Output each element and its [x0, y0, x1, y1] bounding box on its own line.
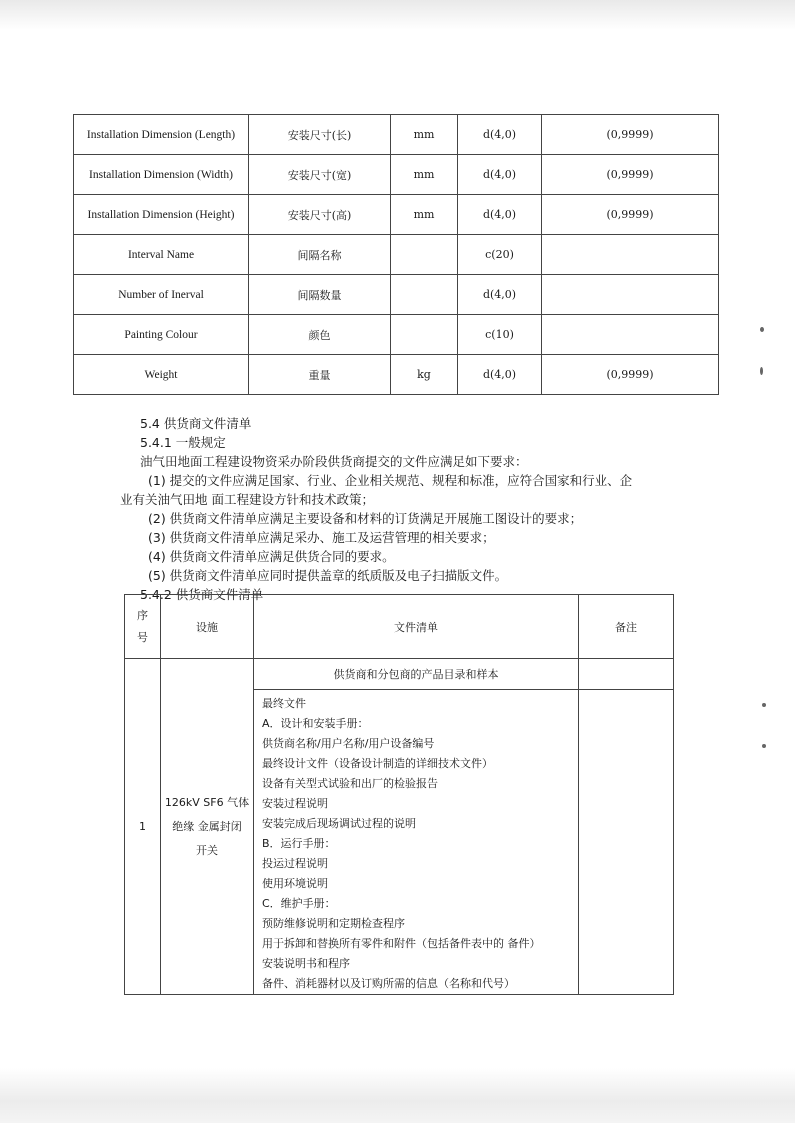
table-row [125, 659, 674, 690]
spec-table-body [74, 115, 719, 395]
spec-data-type: d(4,0) [458, 115, 542, 155]
spec-range: (0,9999) [542, 355, 719, 395]
spec-name-cn: 安装尺寸(宽) [249, 155, 391, 195]
table-row [74, 275, 719, 315]
requirement-item-1-continued: 业有关油气田地 面工程建设方针和技术政策； [120, 492, 374, 507]
table-row [74, 235, 719, 275]
table-row [74, 115, 719, 155]
list-item: 供货商名称/用户名称/用户设备编号 [262, 737, 435, 750]
spec-data-type: d(4,0) [458, 195, 542, 235]
header-document-list: 文件清单 [254, 595, 579, 659]
spec-name-cn: 重量 [249, 355, 391, 395]
row-remark [579, 690, 674, 995]
section-heading: 5.4 供货商文件清单 [140, 416, 252, 431]
spec-unit: mm [391, 195, 458, 235]
spec-name-cn: 安装尺寸(长) [249, 115, 391, 155]
scan-speck [760, 327, 764, 332]
spec-table [73, 114, 719, 395]
spec-data-type: c(20) [458, 235, 542, 275]
section-intro: 油气田地面工程建设物资采办阶段供货商提交的文件应满足如下要求： [140, 454, 528, 469]
spec-data-type: d(4,0) [458, 355, 542, 395]
spec-name-en: Weight [74, 355, 249, 395]
spec-name-en: Interval Name [74, 235, 249, 275]
scan-speck [760, 367, 763, 375]
requirement-item-5: (5) 供货商文件清单应同时提供盖章的纸质版及电子扫描版文件。 [148, 568, 508, 583]
spec-unit [391, 235, 458, 275]
table-row [74, 315, 719, 355]
header-facility: 设施 [161, 595, 254, 659]
spec-name-cn: 颜色 [249, 315, 391, 355]
list-item: 安装说明书和程序 [262, 957, 350, 970]
table-row [74, 195, 719, 235]
row-facility: 126kV SF6 气体 绝缘 金属封闭 开关 [161, 659, 254, 995]
table-row [74, 355, 719, 395]
table-row [74, 155, 719, 195]
spec-data-type: c(10) [458, 315, 542, 355]
supplier-document-table [124, 594, 674, 995]
list-item: 备件、消耗器材以及订购所需的信息（名称和代号） [262, 977, 515, 990]
spec-range: (0,9999) [542, 195, 719, 235]
requirement-item-2: (2) 供货商文件清单应满足主要设备和材料的订货满足开展施工图设计的要求； [148, 511, 583, 526]
list-item: 用于拆卸和替换所有零件和附件（包括备件表中的 备件） [262, 937, 541, 950]
spec-range: (0,9999) [542, 115, 719, 155]
list-item: A．设计和安装手册： [262, 717, 369, 730]
spec-range [542, 315, 719, 355]
header-serial-number: 序 号 [125, 595, 161, 659]
row-catalog: 供货商和分包商的产品目录和样本 [254, 659, 579, 690]
table-header-row [125, 595, 674, 659]
subsection-heading-list: 5.4.2 供货商文件清单 [140, 587, 264, 602]
spec-name-en: Installation Dimension (Length) [74, 115, 249, 155]
row-document-items [254, 690, 579, 995]
spec-range [542, 235, 719, 275]
list-item: C．维护手册： [262, 897, 336, 910]
requirement-item-4: (4) 供货商文件清单应满足供货合同的要求。 [148, 549, 395, 564]
spec-unit: mm [391, 115, 458, 155]
scan-speck [762, 744, 766, 748]
list-item: 投运过程说明 [262, 857, 328, 870]
list-item: 设备有关型式试验和出厂的检验报告 [262, 777, 438, 790]
list-item: 使用环境说明 [262, 877, 328, 890]
row-serial-number: 1 [125, 659, 161, 995]
spec-name-en: Installation Dimension (Width) [74, 155, 249, 195]
scan-speck [762, 703, 766, 707]
spec-unit: mm [391, 155, 458, 195]
list-item: 最终设计文件（设备设计制造的详细技术文件） [262, 757, 493, 770]
spec-unit: kg [391, 355, 458, 395]
section-5-4 [120, 414, 700, 604]
scan-shadow-top [0, 0, 795, 30]
list-item: B．运行手册： [262, 837, 336, 850]
spec-unit [391, 315, 458, 355]
list-item: 最终文件 [262, 697, 306, 710]
spec-range [542, 275, 719, 315]
header-remark: 备注 [579, 595, 674, 659]
spec-name-en: Number of Inerval [74, 275, 249, 315]
list-item: 安装完成后现场调试过程的说明 [262, 817, 416, 830]
spec-name-cn: 安装尺寸(高) [249, 195, 391, 235]
list-item: 安装过程说明 [262, 797, 328, 810]
spec-unit [391, 275, 458, 315]
scan-shadow-bottom [0, 1068, 795, 1123]
spec-data-type: d(4,0) [458, 155, 542, 195]
spec-data-type: d(4,0) [458, 275, 542, 315]
spec-name-cn: 间隔数量 [249, 275, 391, 315]
requirement-item-1: (1) 提交的文件应满足国家、行业、企业相关规范、规程和标准，应符合国家和行业、企 [148, 473, 633, 488]
subsection-heading-general: 5.4.1 一般规定 [140, 435, 226, 450]
spec-range: (0,9999) [542, 155, 719, 195]
spec-name-cn: 间隔名称 [249, 235, 391, 275]
row-remark [579, 659, 674, 690]
requirement-item-3: (3) 供货商文件清单应满足采办、施工及运营管理的相关要求； [148, 530, 495, 545]
list-item: 预防维修说明和定期检查程序 [262, 917, 405, 930]
spec-name-en: Installation Dimension (Height) [74, 195, 249, 235]
spec-name-en: Painting Colour [74, 315, 249, 355]
